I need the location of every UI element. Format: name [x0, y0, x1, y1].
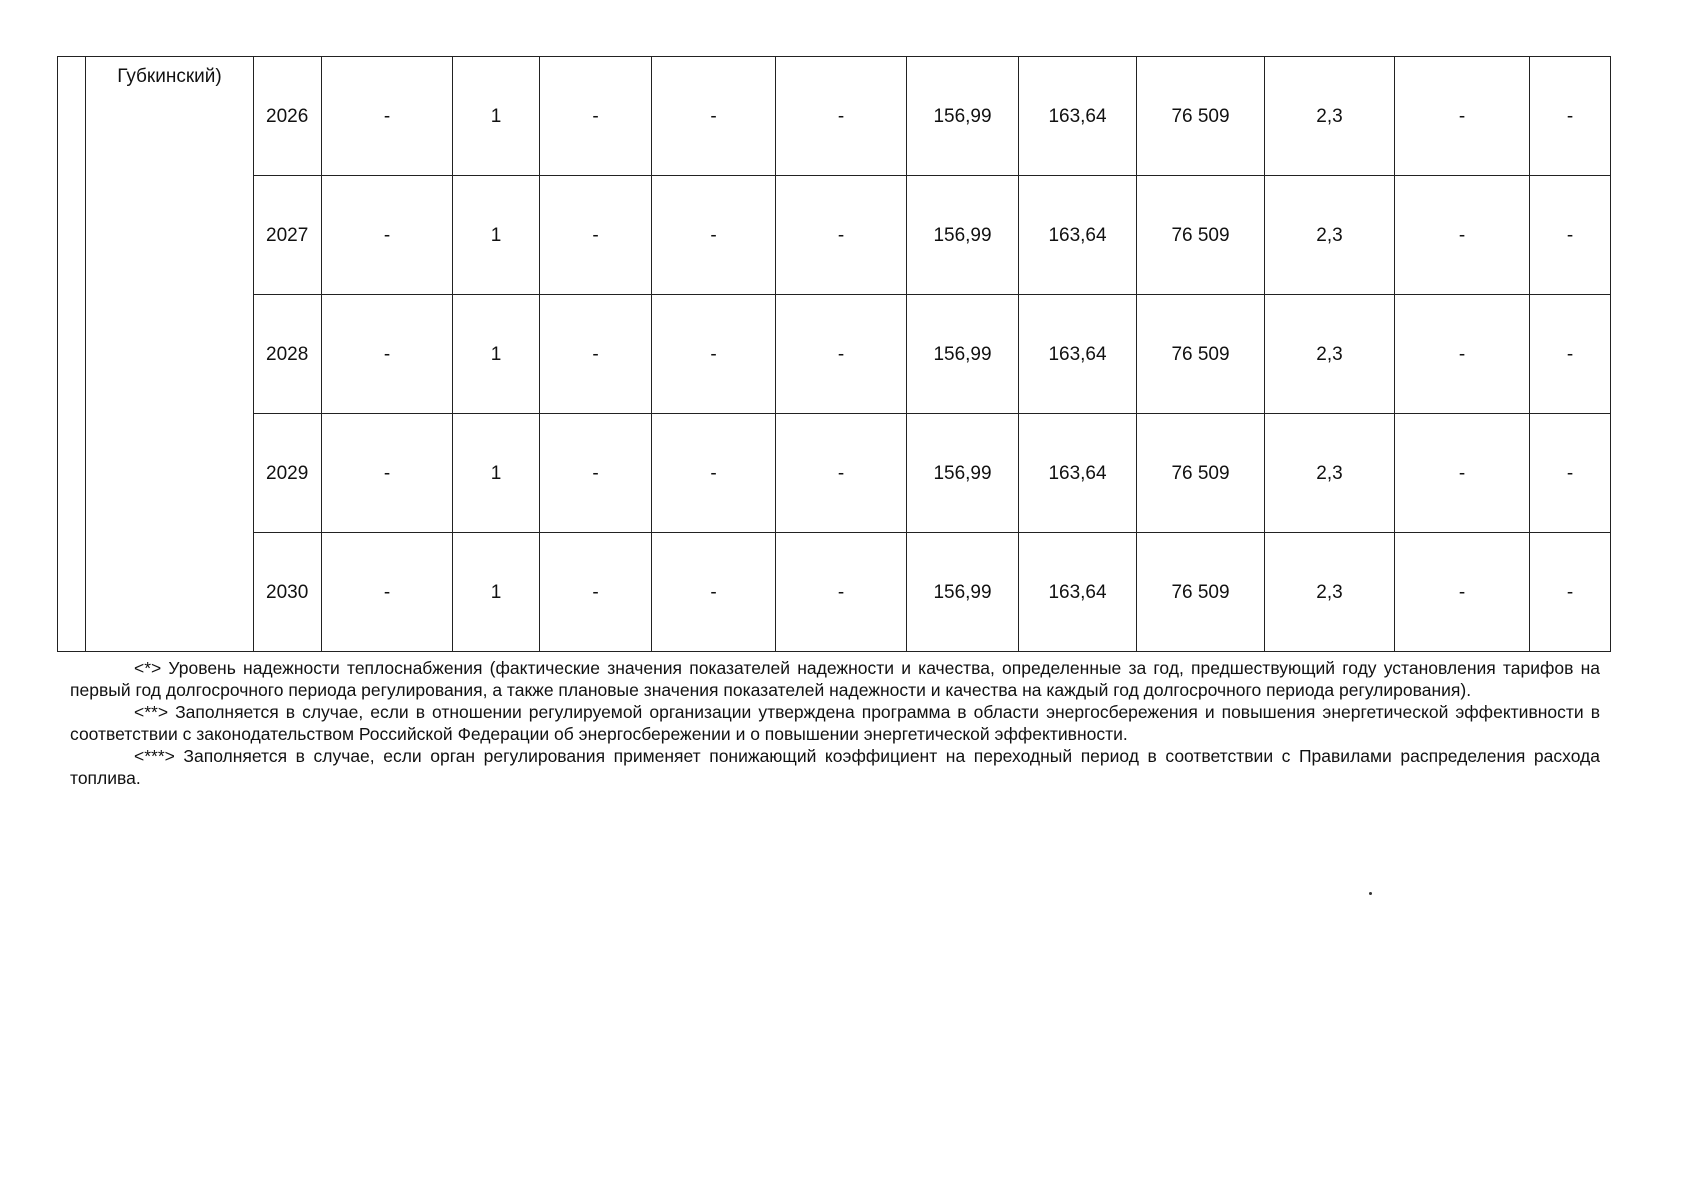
- table-cell: 163,64: [1019, 414, 1137, 533]
- table-cell: 2,3: [1265, 295, 1395, 414]
- table-cell: 1: [453, 533, 540, 652]
- table-row: [58, 414, 1611, 533]
- stray-mark: [1369, 892, 1372, 895]
- table-cell: 76 509: [1137, 57, 1265, 176]
- table-cell: 156,99: [907, 57, 1019, 176]
- table-cell: -: [776, 533, 907, 652]
- table-row: [58, 57, 1611, 176]
- table-cell: -: [776, 57, 907, 176]
- table-cell: 163,64: [1019, 57, 1137, 176]
- table-cell: -: [322, 414, 453, 533]
- table-cell: 163,64: [1019, 176, 1137, 295]
- table-cell: -: [776, 414, 907, 533]
- table-cell: 156,99: [907, 533, 1019, 652]
- year-cell: 2030: [254, 533, 322, 652]
- table-cell: 2,3: [1265, 176, 1395, 295]
- table-cell: 2,3: [1265, 57, 1395, 176]
- table-cell: 156,99: [907, 414, 1019, 533]
- table-cell: -: [322, 176, 453, 295]
- table-cell: -: [1530, 295, 1611, 414]
- table-cell: -: [1395, 57, 1530, 176]
- table-cell: -: [652, 295, 776, 414]
- table-cell: -: [1395, 176, 1530, 295]
- footnote-reduction-coefficient: <***> Заполняется в случае, если орган регулирования применяет понижающий коэффициент на переходный период в соответствии с Правилами распределения расхода топлива.: [70, 746, 1600, 788]
- table-cell: 2,3: [1265, 533, 1395, 652]
- table-cell: -: [1530, 57, 1611, 176]
- table-cell: -: [652, 533, 776, 652]
- year-cell: 2029: [254, 414, 322, 533]
- table-cell: -: [1530, 414, 1611, 533]
- table-cell: 1: [453, 414, 540, 533]
- data-table: [57, 56, 1611, 652]
- table-cell: -: [322, 57, 453, 176]
- table-cell: -: [652, 57, 776, 176]
- table-cell: 156,99: [907, 176, 1019, 295]
- table-cell: -: [322, 533, 453, 652]
- number-cell: [58, 57, 86, 652]
- year-cell: 2028: [254, 295, 322, 414]
- table-cell: -: [322, 295, 453, 414]
- footnote-energy-saving: <**> Заполняется в случае, если в отношении регулируемой организации утверждена программа в области энергосбережения и повышения энергетической эффективности в соответствии с законодательством Российской Федерации об энергосбережении и о повышении энергетической эффективности.: [70, 702, 1600, 744]
- table-cell: -: [652, 176, 776, 295]
- table-cell: -: [652, 414, 776, 533]
- table-cell: 1: [453, 176, 540, 295]
- table-cell: 2,3: [1265, 414, 1395, 533]
- year-cell: 2026: [254, 57, 322, 176]
- table-cell: -: [776, 176, 907, 295]
- table-cell: 76 509: [1137, 295, 1265, 414]
- table-cell: -: [1395, 295, 1530, 414]
- table-cell: -: [1395, 533, 1530, 652]
- table-cell: -: [1530, 176, 1611, 295]
- footnotes: [70, 657, 1600, 789]
- table-cell: -: [1530, 533, 1611, 652]
- table-row: [58, 176, 1611, 295]
- table-cell: -: [540, 57, 652, 176]
- table-row: [58, 533, 1611, 652]
- organization-cell: Губкинский): [86, 57, 254, 652]
- table-cell: -: [540, 295, 652, 414]
- table-cell: 163,64: [1019, 295, 1137, 414]
- table-cell: 1: [453, 295, 540, 414]
- table-cell: 156,99: [907, 295, 1019, 414]
- table-row: [58, 295, 1611, 414]
- table-cell: -: [1395, 414, 1530, 533]
- table-cell: -: [776, 295, 907, 414]
- table-cell: 1: [453, 57, 540, 176]
- year-cell: 2027: [254, 176, 322, 295]
- footnote-reliability: <*> Уровень надежности теплоснабжения (фактические значения показателей надежности и качества, определенные за год, предшествующий году установления тарифов на первый год долгосрочного периода регулирования, а также плановые значения показателей надежности и качества на каждый год долгосрочного периода регулирования).: [70, 658, 1600, 700]
- table-cell: 163,64: [1019, 533, 1137, 652]
- table-cell: 76 509: [1137, 176, 1265, 295]
- table-cell: 76 509: [1137, 533, 1265, 652]
- table-cell: 76 509: [1137, 414, 1265, 533]
- table-cell: -: [540, 414, 652, 533]
- table-cell: -: [540, 533, 652, 652]
- table-cell: -: [540, 176, 652, 295]
